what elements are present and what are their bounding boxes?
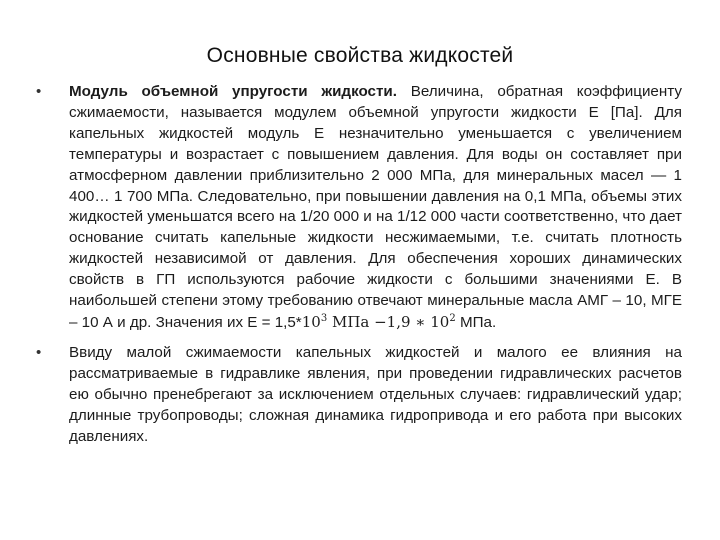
math-exponent-2: 2 xyxy=(449,312,456,324)
bullet-body-text: Величина, обратная коэффициенту сжимаемости, называется модулем объемной упругости жидкости Е [Па]. Для капельных жидкостей модуль Е незначительно уменьшается с увеличением температуры и возрастает с повышением давления. Для воды он составляет при атмосферном давлении приблизительно 2 000 МПа, для минеральных масел — 1 400… 1 700 МПа. Следовательно, при повышении давления на 0,1 МПа, объемы этих жидкостей уменьшатся всего на 1/20 000 и на 1/12 000 части соответственно, что дает основание считать капельные жидкости несжимаемыми, т.е. считать плотность жидкостей независимой от давления. Для обеспечения хороших динамических свойств в ГП используются рабочие жидкости с большими значениями Е. В наибольшей степени этому требованию отвечают минеральные масла АМГ – 10, МГЕ – 10 А и др. xyxy=(69,83,682,331)
math-exponent-1: 3 xyxy=(320,312,328,324)
values-prefix: Значения их Е = 1,5* xyxy=(155,313,302,331)
math-expression xyxy=(302,313,456,331)
slide-title: Основные свойства жидкостей xyxy=(206,44,514,67)
bullet-icon: • xyxy=(36,343,42,361)
bullet-lead-term: Модуль объемной упругости жидкости. xyxy=(69,83,397,100)
math-unit-1: МПа −1,9 ∗ xyxy=(327,312,431,331)
bullet-list xyxy=(36,82,682,447)
math-base-2: 10 xyxy=(430,312,450,331)
math-unit-2: МПа. xyxy=(455,313,497,331)
bullet-icon: • xyxy=(36,83,42,100)
bullet-item-compressibility xyxy=(36,343,682,448)
bullet-body-text: Ввиду малой сжимаемости капельных жидкостей и малого ее влияния на рассматриваемые в гидравлике явления, при проведении гидравлических расчетов ею обычно пренебрегают за исключением отдельных случаев: гидравлический удар; длинные трубопроводы; сложная динамика гидропривода и его работа при высоких давлениях. xyxy=(69,343,682,445)
math-base-1: 10 xyxy=(301,312,321,331)
bullet-item-elastic-modulus xyxy=(36,82,682,334)
